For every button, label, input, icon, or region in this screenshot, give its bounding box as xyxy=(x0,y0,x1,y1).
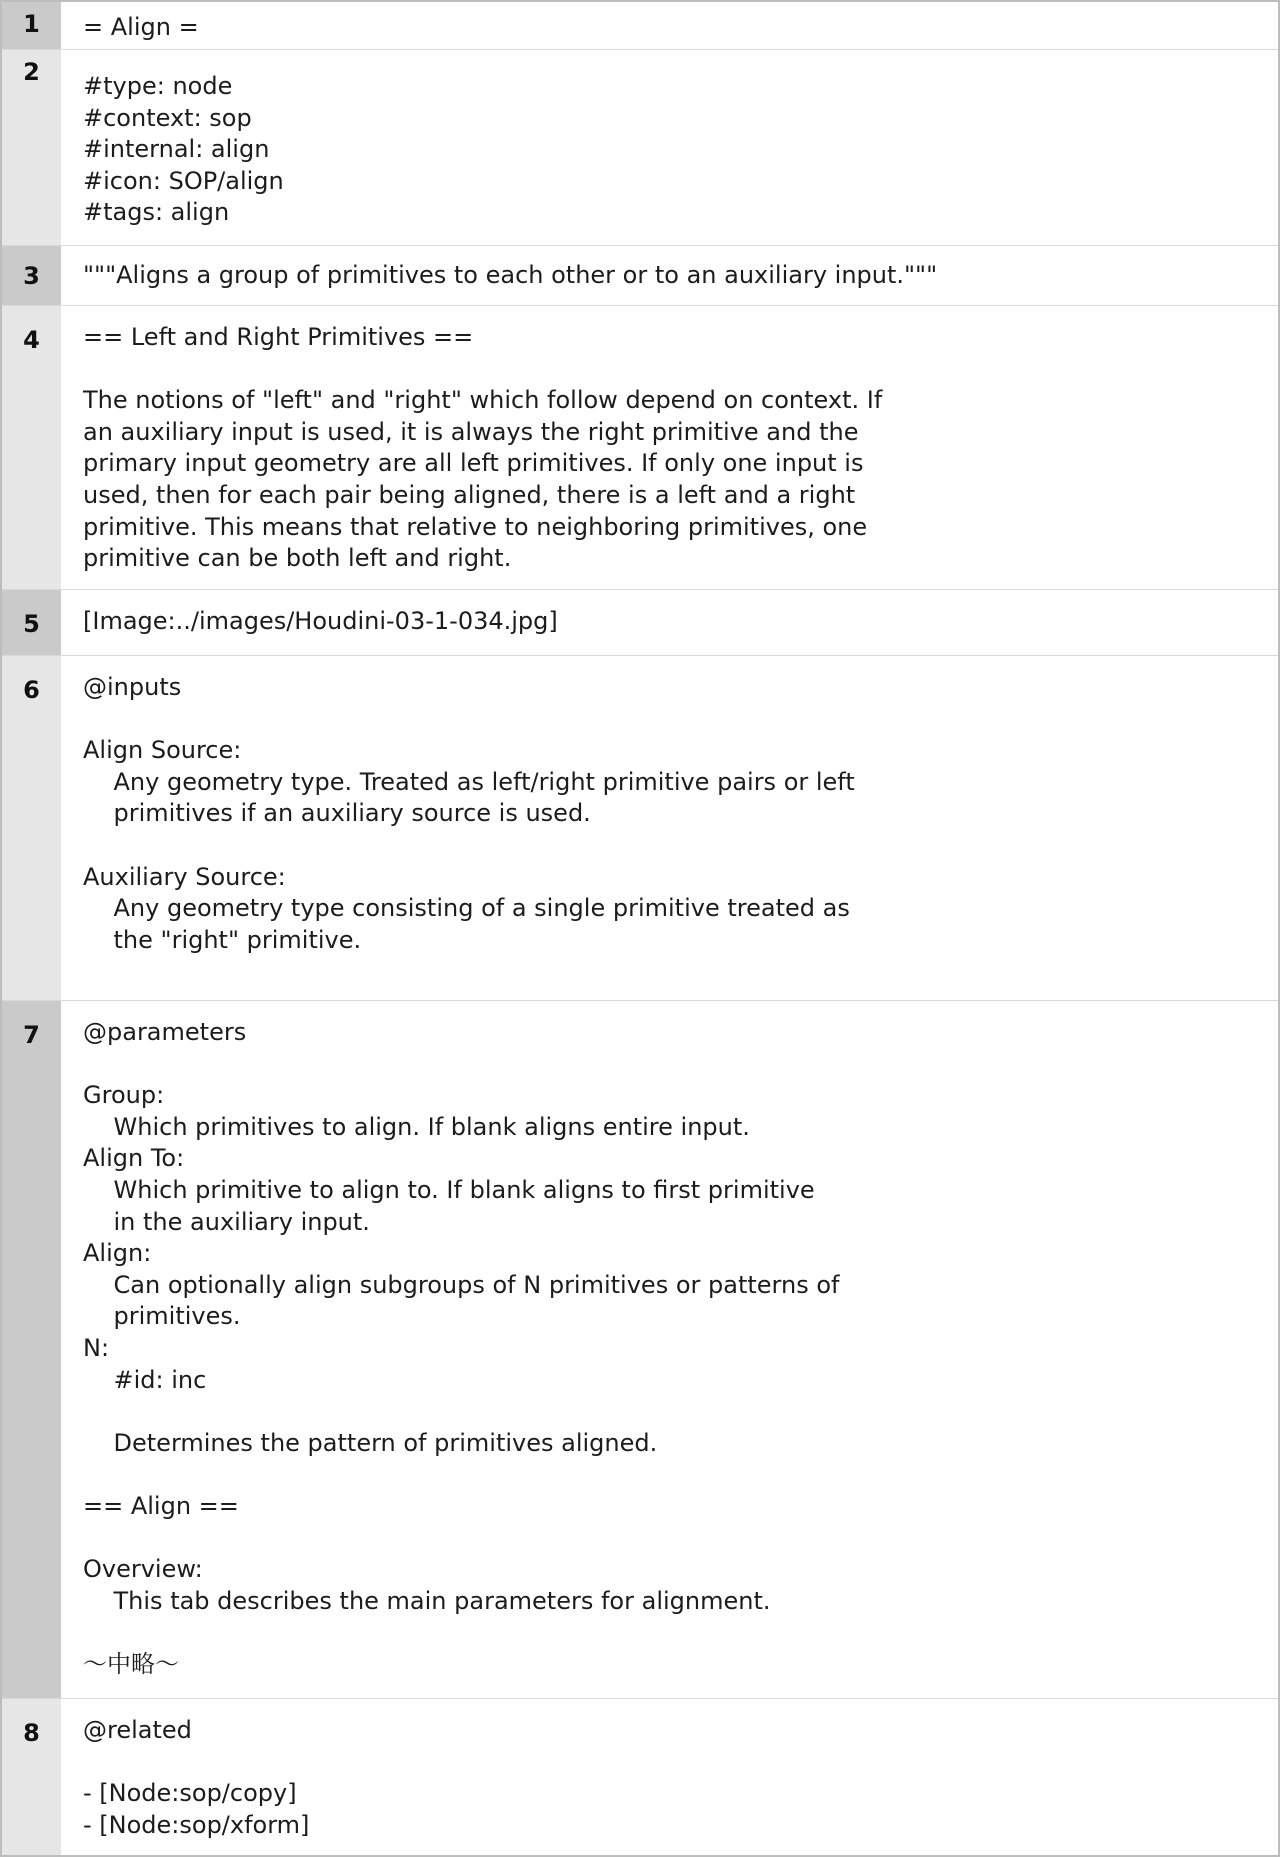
row-content: @related - [Node:sop/copy] - [Node:sop/xform] xyxy=(83,1716,310,1839)
line-number: 6 xyxy=(2,656,61,1000)
line-number: 5 xyxy=(2,590,61,655)
row-content: @parameters Group: Which primitives to align. If blank aligns entire input. Align To: Which primitive to align to. If blank aligns to first primitive in the auxiliary input. Align: Can optionally align subgroups of N primitives or patterns of primitives. N: #id: inc Determines the pattern of primitives aligned. == Align == Overview: This tab describes the main parameters for alignment. ～中略～ xyxy=(83,1018,840,1678)
table-row xyxy=(2,1698,1278,1855)
row-content: = Align = xyxy=(83,13,199,41)
line-number: 3 xyxy=(2,246,61,305)
row-content: #type: node #context: sop #internal: align #icon: SOP/align #tags: align xyxy=(83,72,284,227)
line-number: 8 xyxy=(2,1699,61,1855)
line-number: 1 xyxy=(2,2,61,49)
row-content: """Aligns a group of primitives to each other or to an auxiliary input.""" xyxy=(83,261,938,289)
line-number: 7 xyxy=(2,1001,61,1698)
table-row xyxy=(2,1000,1278,1698)
table-row xyxy=(2,245,1278,305)
row-content: [Image:../images/Houdini-03-1-034.jpg] xyxy=(83,607,558,635)
table-row xyxy=(2,49,1278,245)
row-content: @inputs Align Source: Any geometry type. Treated as left/right primitive pairs or left primitives if an auxiliary source is used. Auxiliary Source: Any geometry type consisting of a single primitive treated as the "right" primitive. xyxy=(83,673,855,954)
line-number: 2 xyxy=(2,50,61,245)
line-number: 4 xyxy=(2,306,61,589)
table-row xyxy=(2,655,1278,1000)
table-row xyxy=(2,2,1278,49)
table-row xyxy=(2,305,1278,589)
row-content: == Left and Right Primitives == The notions of "left" and "right" which follow depend on context. If an auxiliary input is used, it is always the right primitive and the primary input geometry are all left primitives. If only one input is used, then for each pair being aligned, there is a left and a right primitive. This means that relative to neighboring primitives, one primitive can be both left and right. xyxy=(83,323,883,573)
table-row xyxy=(2,589,1278,655)
